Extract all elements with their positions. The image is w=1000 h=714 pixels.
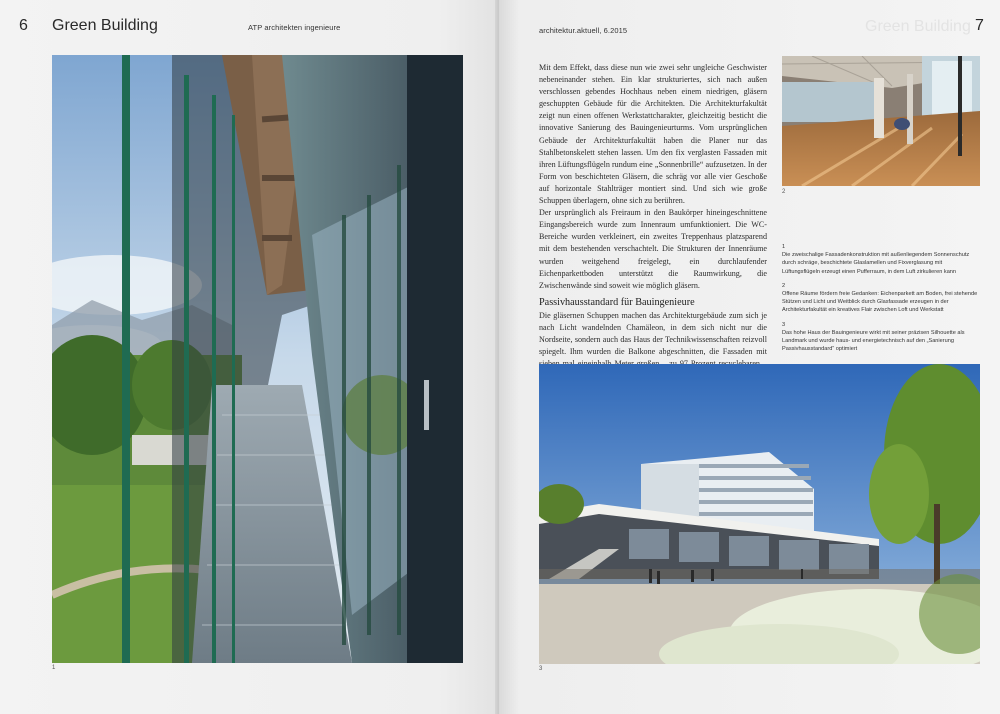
- article-body: [539, 62, 767, 382]
- caption-3: [782, 321, 980, 354]
- figure-2-number: 2: [782, 189, 786, 195]
- left-page-number: 6: [19, 17, 28, 34]
- paragraph-2: Der ursprünglich als Freiraum in den Baukörper hineingeschnittene Eingangsbereich wurde zum Innenraum umfunktioniert. Die WC-Bereiche wurden verkleinert, ein zweites Treppenhaus platzsparend mit dem bestehenden verschachtelt. Die Strukturen der Innenräume wurden weitgehend freigelegt, ein durchlaufender Eichenparkettboden unterstützt die Raumwirkung, die Zwischenwände sind soweit wie möglich gläsern.: [539, 208, 767, 290]
- paragraph-1: Mit dem Effekt, dass diese nun wie zwei sehr ungleiche Geschwister nebeneinander stehen. Ein klar strukturiertes, sich nach außen verschlossen gebendes Hochhaus neben einem niedrigen, gläsern geschuppten Gebäude für die Architekten. Die Architekturfakultät zeigt nun einen offenen Werkstattcharakter, gleichzeitig besticht die innovative Sanierung des Bauingenieurturms. Vom ursprünglichen Gebäude der Architekturfakultät haben die Planer nur das Stahlbetonskelett stehen lassen. Um den fix verglasten Fassaden mit ihren Lüftungsflügeln rundum eine „Sonnenbrille“ aufzusetzen. In der Form von beschichteten Gläsern, die schräg vor alle vier Geschoße auf horizontale Stahlträger montiert sind. Und sich wie große Schuppen überlagern, ohne sich zu berühren.: [539, 63, 767, 206]
- caption-1-number: 1: [782, 244, 786, 250]
- article-subhead: Passivhausstandard für Bauingenieure: [539, 296, 695, 308]
- caption-1: [782, 243, 980, 276]
- left-page: [0, 0, 499, 714]
- caption-3-number: 3: [782, 321, 786, 328]
- ghost-section-title: Green Building: [865, 18, 971, 35]
- section-title: Green Building: [52, 17, 158, 34]
- caption-3-text: Das hohe Haus der Bauingenieure wirkt mit seiner präzisen Silhouette als Landmark und wurde haus- und energietechnisch auf den „Sanierung Passivhausstandard“ optimiert: [782, 329, 965, 353]
- interior-photo: [782, 56, 980, 186]
- figure-3-number: 3: [539, 666, 543, 672]
- right-page-number: 7: [975, 17, 984, 34]
- caption-2: [782, 282, 980, 315]
- right-running-head: architektur.aktuell, 6.2015: [539, 26, 628, 35]
- building-exterior-photo: [539, 364, 980, 664]
- figure-1-number: 1: [52, 665, 56, 671]
- caption-2-text: Offene Räume fördern freie Gedanken: Eichenparkett am Boden, frei stehende Stützen und Licht und Weitblick durch Glasfassade erzeugen in der Architekturfakultät ein kreatives Flair zwischen Loft und Werkstatt: [782, 291, 978, 314]
- captions: [782, 243, 980, 359]
- caption-2-number: 2: [782, 282, 786, 289]
- facade-corridor-photo: [52, 55, 463, 663]
- right-page: [499, 0, 1000, 714]
- paragraph-3: Die gläsernen Schuppen machen das Architekturgebäude zum sich je nach Licht wandelnden Chamäleon, in dem sich nicht nur die Nordseite, sondern auch das Haus der Technikwissenschaften reizvoll spiegelt. Ihm wurden die Balkone abgeschnitten, die Fassaden mit: [539, 310, 767, 357]
- left-running-head: ATP architekten ingenieure: [248, 23, 341, 32]
- caption-1-text: Die zweischalige Fassadenkonstruktion mit außenliegendem Sonnenschutz durch schräge, beschichtete Glaslamellen und Fixverglasung mit Lüftungsflügeln erzeugt einen Pufferraum, in dem Luft zirkulieren kann: [782, 252, 970, 275]
